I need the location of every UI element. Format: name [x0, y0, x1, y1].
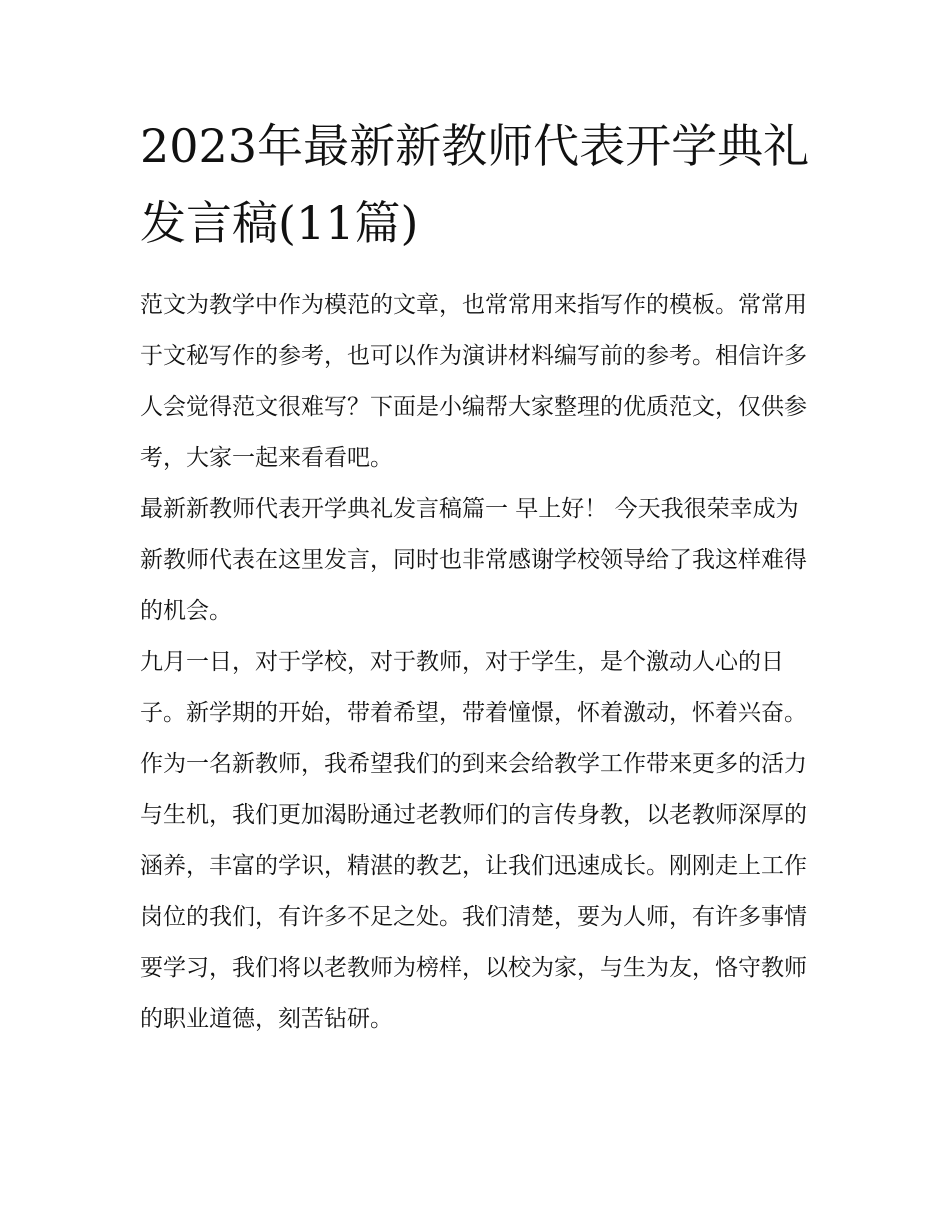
document-body — [140, 108, 820, 1045]
paragraph-intro: 范文为教学中作为模范的文章，也常常用来指写作的模板。常常用于文秘写作的参考，也可以作为演讲材料编写前的参考。相信许多人会觉得范文很难写？下面是小编帮大家整理的优质范文，仅供参考，大家一起来看看吧。 — [140, 292, 807, 471]
paragraph-new-teacher-hopes: 作为一名新教师，我希望我们的到来会给教学工作带来更多的活力与生机，我们更加渴盼通过老教师们的言传身教，以老教师深厚的涵养，丰富的学识，精湛的教艺，让我们迅速成长。刚刚走上工作岗位的我们，有许多不足之处。我们清楚，要为人师，有许多事情要学习，我们将以老教师为榜样，以校为家，与生为友，恪守教师的职业道德，刻苦钻研。 — [140, 751, 807, 1032]
paragraph-september-first: 九月一日，对于学校，对于教师，对于学生，是个激动人心的日子。新学期的开始，带着希望，带着憧憬，怀着激动，怀着兴奋。 — [140, 649, 807, 726]
document-title: 2023年最新新教师代表开学典礼发言稿(11篇) — [140, 119, 810, 250]
paragraph-speech-opening: 最新新教师代表开学典礼发言稿篇一 早上好！ 今天我很荣幸成为新教师代表在这里发言，同时也非常感谢学校领导给了我这样难得的机会。 — [140, 496, 807, 624]
